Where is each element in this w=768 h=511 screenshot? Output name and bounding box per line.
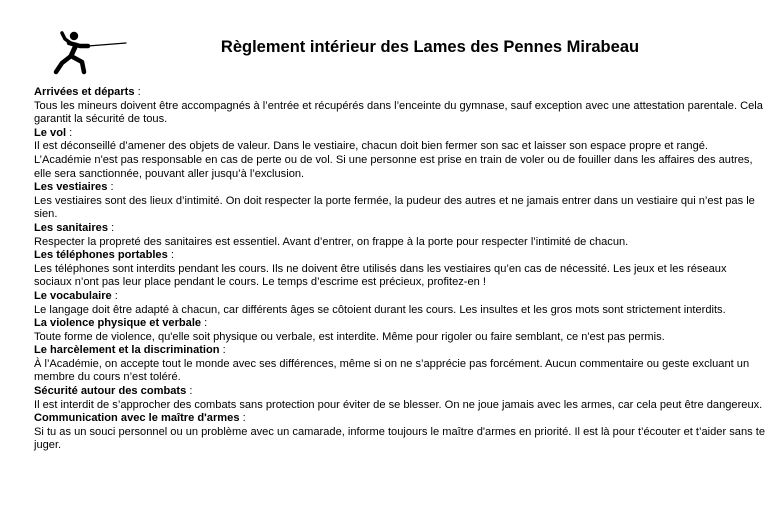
section-text: Il est déconseillé d’amener des objets de valeur. Dans le vestiaire, chacun doit bien fermer son sac et laisser son espace propre et rangé. L’Académie n'est pas responsable en cas de perte ou de vol. Si une personne est prise en train de voler ou de fouiller dans les affaires des autres, elle sera sanctionnée, pouvant aller jusqu’à l’exclusion. <box>34 140 753 180</box>
section-arrivees <box>34 86 766 127</box>
section-heading: La violence physique et verbale : <box>34 317 208 330</box>
section-text: Tous les mineurs doivent être accompagnés à l’entrée et récupérés dans l’enceinte du gymnase, sauf exception avec une attestation parentale. Cela garantit la sécurité de tous. <box>34 99 763 126</box>
section-telephones <box>34 249 766 290</box>
section-heading: Le vol : <box>34 126 73 139</box>
section-securite <box>34 385 766 412</box>
section-heading: Sécurité autour des combats : <box>34 385 193 398</box>
section-sanitaires <box>34 222 766 249</box>
section-communication <box>34 412 766 453</box>
section-vocabulaire <box>34 290 766 317</box>
section-text: Il est interdit de s’approcher des combats sans protection pour éviter de se blesser. On ne joue jamais avec les armes, car cela peut être dangereux. <box>34 398 763 411</box>
section-heading: Arrivées et départs : <box>34 86 141 98</box>
section-heading: Les téléphones portables : <box>34 249 174 262</box>
section-text: Toute forme de violence, qu'elle soit physique ou verbale, est interdite. Même pour rigoler ou faire semblant, ce n'est pas permis. <box>34 330 665 343</box>
section-text: À l’Académie, on accepte tout le monde avec ses différences, même si on ne s’apprécie pas forcément. Aucun commentaire ou geste excluant un membre du cours n’est toléré. <box>34 357 750 384</box>
page-title: Règlement intérieur des Lames des Pennes Mirabeau <box>220 38 640 56</box>
section-vestiaires <box>34 181 766 222</box>
section-heading: Communication avec le maître d'armes : <box>34 412 246 425</box>
section-harcelement <box>34 344 766 385</box>
section-text: Les vestiaires sont des lieux d’intimité. On doit respecter la porte fermée, la pudeur des autres et ne jamais entrer dans un vestiaire qui n’est pas le sien. <box>34 194 755 221</box>
section-heading: Les sanitaires : <box>34 221 115 234</box>
section-text: Les téléphones sont interdits pendant les cours. Ils ne doivent être utilisés dans les vestiaires qu’en cas de nécessité. Les jeux et les réseaux sociaux n’ont pas leur place pendant le cours. Le temps d’escrime est précieux, profitez-en ! <box>34 262 727 289</box>
section-text: Si tu as un souci personnel ou un problème avec un camarade, informe toujours le maître d'armes en priorité. Il est là pour t’écouter et t’aider sans te juger. <box>34 425 765 452</box>
fencer-icon <box>52 30 128 76</box>
section-violence <box>34 317 766 344</box>
section-heading: Le harcèlement et la discrimination : <box>34 344 226 357</box>
section-heading: Les vestiaires : <box>34 181 114 194</box>
section-heading: Le vocabulaire : <box>34 289 118 302</box>
section-text: Le langage doit être adapté à chacun, car différents âges se côtoient durant les cours. Les insultes et les gros mots sont strictement interdits. <box>34 303 726 316</box>
section-text: Respecter la propreté des sanitaires est essentiel. Avant d’entrer, on frappe à la porte pour respecter l’intimité de chacun. <box>34 235 629 248</box>
fencer-logo <box>52 30 128 76</box>
section-vol <box>34 127 766 181</box>
rules-list <box>34 86 766 453</box>
